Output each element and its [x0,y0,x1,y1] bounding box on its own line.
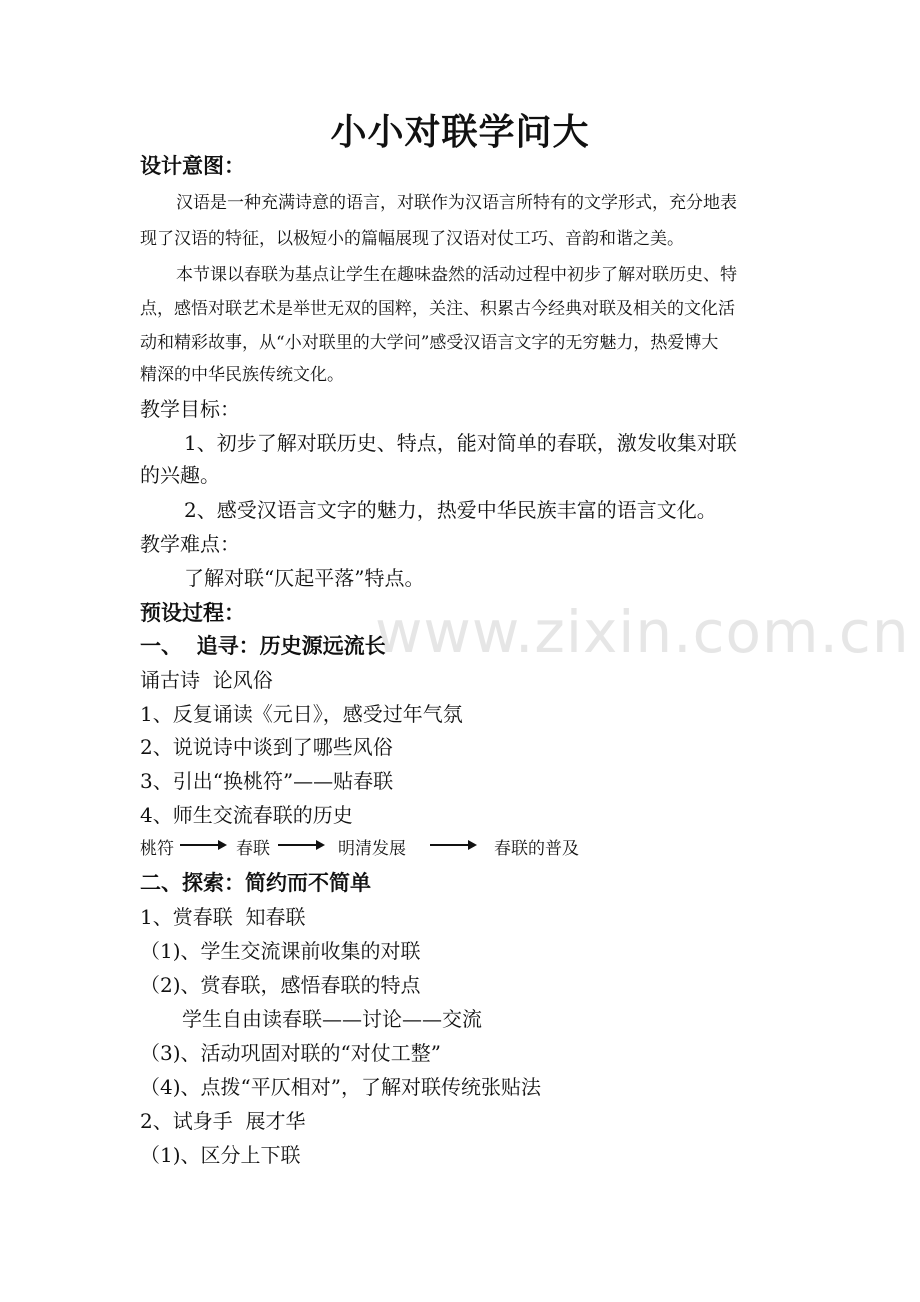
design-intent-heading: 设计意图： [140,153,245,178]
section1-heading: 一、 追寻：历史源远流长 [140,633,386,658]
goal-1-line1: 1、初步了解对联历史、特点，能对简单的春联，激发收集对联 [184,431,737,455]
intent-para1-line1: 汉语是一种充满诗意的语言，对联作为汉语言所特有的文学形式，充分地表 [176,193,737,213]
section1-line3: 2、说说诗中谈到了哪些风俗 [140,735,393,759]
section2-heading: 二、探索：简约而不简单 [140,870,371,895]
goals-heading: 教学目标： [140,397,240,421]
intent-para2-line4: 精深的中华民族传统文化。 [140,365,344,385]
intent-para1-line2: 现了汉语的特征，以极短小的篇幅展现了汉语对仗工巧、音韵和谐之美。 [140,229,684,249]
section2-line4: 学生自由读春联——讨论——交流 [182,1007,482,1031]
process-heading: 预设过程： [140,600,245,625]
section2-line8: （1)、区分上下联 [140,1143,301,1167]
intent-para2-line1: 本节课以春联为基点让学生在趣味盎然的活动过程中初步了解对联历史、特 [176,265,737,285]
difficulty-heading: 教学难点： [140,532,240,556]
arrow-right-icon [278,838,326,852]
goal-1-line2: 的兴趣。 [140,463,220,487]
section2-line7: 2、试身手 展才华 [140,1109,306,1133]
flow-step-2: 春联 [236,839,270,859]
arrow-right-icon [430,838,478,852]
flow-step-4: 春联的普及 [494,839,579,859]
section1-line1: 诵古诗 论风俗 [140,668,273,692]
intent-para2-line2: 点，感悟对联艺术是举世无双的国粹，关注、积累古今经典对联及相关的文化活 [140,299,735,319]
section2-line2: （1)、学生交流课前收集的对联 [140,939,421,963]
section2-line5: （3)、活动巩固对联的“对仗工整” [140,1041,441,1065]
section1-line4: 3、引出“换桃符”——贴春联 [140,769,394,793]
arrow-right-icon [180,838,228,852]
goal-2: 2、感受汉语言文字的魅力，热爱中华民族丰富的语言文化。 [184,498,717,522]
difficulty-text: 了解对联“仄起平落”特点。 [184,566,425,590]
flow-step-3: 明清发展 [338,839,406,859]
flow-step-1: 桃符 [140,839,174,859]
section2-line3: （2)、赏春联，感悟春联的特点 [140,973,421,997]
history-flow [140,834,640,860]
section2-line1: 1、赏春联 知春联 [140,905,306,929]
watermark: www.zixin.com.cn [375,598,910,666]
section2-line6: （4)、点拨“平仄相对”，了解对联传统张贴法 [140,1075,541,1099]
intent-para2-line3: 动和精彩故事，从“小对联里的大学问”感受汉语言文字的无穷魅力，热爱博大 [140,333,719,353]
section1-line2: 1、反复诵读《元日》，感受过年气氛 [140,702,463,726]
page-title: 小小对联学问大 [330,111,590,153]
section1-line5: 4、师生交流春联的历史 [140,803,353,827]
